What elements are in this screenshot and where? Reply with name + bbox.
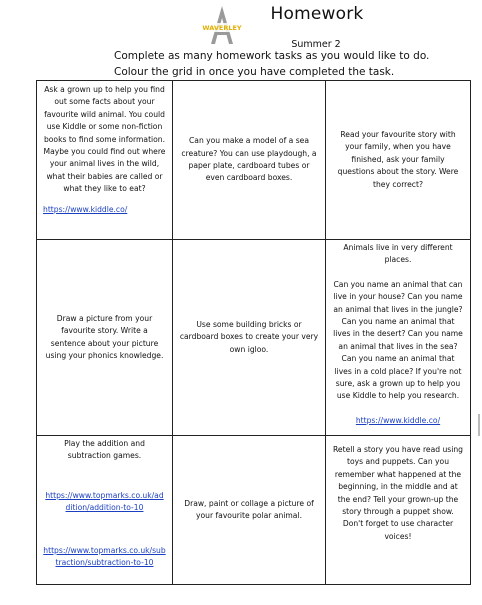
task-cell-polar-animal[interactable] <box>173 436 326 585</box>
school-logo <box>202 4 242 46</box>
task-cell-igloo[interactable] <box>173 240 326 436</box>
task-text: Draw, paint or collage a picture of your favourite polar animal. <box>184 498 314 520</box>
task-cell-maths-games[interactable] <box>37 436 173 585</box>
task-cell-animal-habitats[interactable] <box>326 240 471 436</box>
task-cell-puppet-show[interactable] <box>326 436 471 585</box>
grid-row <box>37 81 471 240</box>
logo-text: WAVERLEY <box>202 24 242 32</box>
addition-link[interactable]: https://www.topmarks.co.uk/addition/addition-to-10 <box>45 490 164 513</box>
task-text: Use some building bricks or cardboard boxes to create your very own igloo. <box>179 319 319 354</box>
task-cell-sea-creature-model[interactable] <box>173 81 326 240</box>
task-cell-favourite-story[interactable] <box>326 81 471 240</box>
kiddle-link[interactable]: https://www.kiddle.co/ <box>355 415 441 425</box>
task-text: Draw a picture from your favourite story. Write a sentence about your picture using your phonics knowledge. <box>45 313 164 360</box>
task-intro: Animals live in very different places. <box>343 243 453 265</box>
task-text: Can you name an animal that can live in your house? Can you name an animal that lives in the jungle? Can you name an animal that lives in the desert? Can you name an animal that lives in the sea? Can you name an animal that lives in a cold place? If you're not sure, ask a grown up to help you use Kiddle to help you research. <box>333 279 463 401</box>
task-text: Read your favourite story with your family, when you have finished, ask your family questions about the story. Were they correct? <box>337 129 459 189</box>
task-text: Retell a story you have read using toys and puppets. Can you remember what happened at the beginning, in the middle and at the end? Tell your grown-up the story through a puppet show. Don't forget to use character voices! <box>332 445 463 541</box>
grid-row <box>37 240 471 436</box>
subtraction-link[interactable]: https://www.topmarks.co.uk/subtraction/subtraction-to-10 <box>43 545 166 568</box>
task-text: Can you make a model of a sea creature? You can use playdough, a paper plate, cardboard tubes or even cardboard boxes. <box>181 136 317 183</box>
homework-grid <box>36 80 471 585</box>
task-text: Play the addition and subtraction games. <box>64 439 145 461</box>
kiddle-link[interactable]: https://www.kiddle.co/ <box>43 204 128 214</box>
task-cell-draw-picture[interactable] <box>37 240 173 436</box>
page-title: Homework <box>270 4 364 24</box>
term-label: Summer 2 <box>291 39 341 50</box>
instruction-line-1: Complete as many homework tasks as you would like to do. <box>114 50 430 62</box>
scrollbar[interactable] <box>478 414 480 436</box>
task-cell-wild-animal-facts[interactable] <box>37 81 173 240</box>
task-text: Ask a grown up to help you find out some facts about your favourite wild animal. You could use Kiddle or some non-fiction books to find some information. Maybe you could find out where your animal lives in the wild, what their babies are called or what they like to eat? <box>43 85 166 194</box>
grid-row <box>37 436 471 585</box>
instruction-line-2: Colour the grid in once you have completed the task. <box>114 66 395 78</box>
